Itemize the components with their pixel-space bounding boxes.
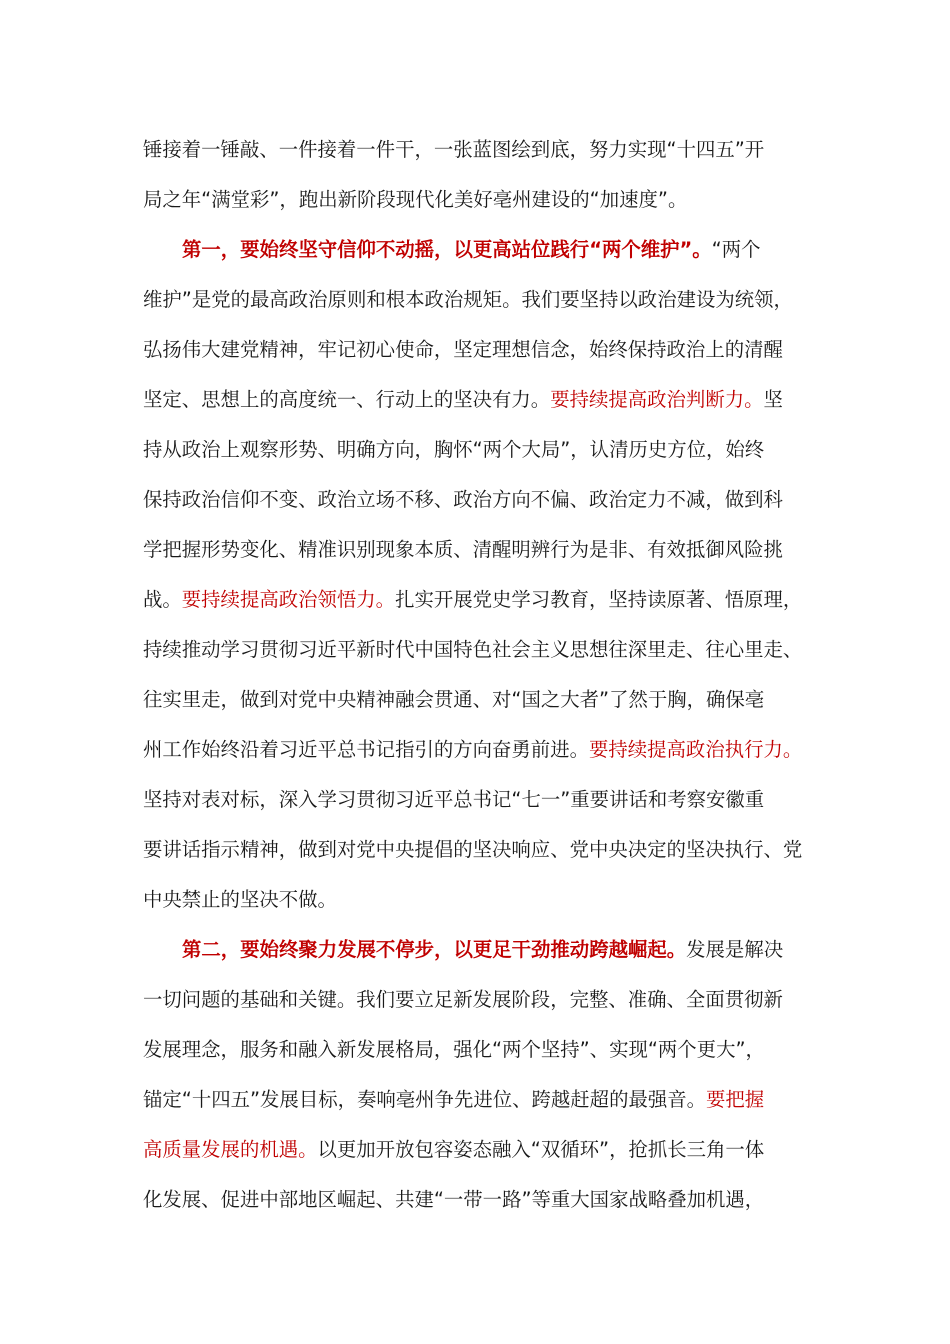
text-line (143, 1035, 823, 1065)
text-run: 坚 (763, 388, 783, 411)
text-line (143, 1185, 823, 1215)
text-line (143, 985, 823, 1015)
text-run: 持续推动学习贯彻习近平新时代中国特色社会主义思想往深里走、往心里走、 (143, 638, 803, 661)
text-line (143, 735, 823, 765)
text-line (143, 835, 823, 865)
text-run: 发展是解决 (686, 938, 784, 961)
text-run: 保持政治信仰不变、政治立场不移、政治方向不偏、政治定力不减，做到科 (143, 488, 783, 511)
text-run: 要讲话指示精神，做到对党中央提倡的坚决响应、党中央决定的坚决执行、党 (143, 838, 803, 861)
text-line (143, 1135, 823, 1165)
text-run: 一切问题的基础和关键。我们要立足新发展阶段，完整、准确、全面贯彻新 (143, 988, 783, 1011)
text-line (143, 585, 823, 615)
text-line (143, 285, 823, 315)
highlight-phrase: 要持续提高政治执行力。 (588, 738, 803, 761)
text-line (143, 335, 823, 365)
highlight-phrase: 高质量发展的机遇。 (143, 1138, 318, 1161)
text-run: 州工作始终沿着习近平总书记指引的方向奋勇前进。 (143, 738, 589, 761)
text-run: “两个 (711, 238, 761, 261)
text-run: 维护”是党的最高政治原则和根本政治规矩。我们要坚持以政治建设为统领， (143, 288, 793, 311)
text-run: 锚定“十四五”发展目标，奏响亳州争先进位、跨越赶超的最强音。 (143, 1088, 707, 1111)
text-run: 坚持对表对标，深入学习贯彻习近平总书记“七一”重要讲话和考察安徽重 (143, 788, 765, 811)
section-heading-first: 第一，要始终坚守信仰不动摇，以更高站位践行“两个维护”。 (182, 238, 712, 261)
text-run: 战。 (143, 588, 182, 611)
text-line (143, 485, 823, 515)
text-run: 化发展、促进中部地区崛起、共建“一带一路”等重大国家战略叠加机遇， (143, 1188, 765, 1211)
text-line (143, 135, 823, 165)
text-run: 持从政治上观察形势、明确方向，胸怀“两个大局”，认清历史方位，始终 (143, 438, 765, 461)
text-run: 弘扬伟大建党精神，牢记初心使命，坚定理想信念，始终保持政治上的清醒 (143, 338, 783, 361)
text-run: 往实里走，做到对党中央精神融会贯通、对“国之大者”了然于胸，确保亳 (143, 688, 765, 711)
text-line (143, 685, 823, 715)
text-run: 以更加开放包容姿态融入“双循环”，抢抓长三角一体 (317, 1138, 765, 1161)
highlight-phrase: 要把握 (706, 1088, 765, 1111)
text-run: 发展理念，服务和融入新发展格局，强化“两个坚持”、实现“两个更大”， (143, 1038, 765, 1061)
text-run: 中央禁止的坚决不做。 (143, 888, 337, 911)
text-run: 局之年“满堂彩”，跑出新阶段现代化美好亳州建设的“加速度”。 (143, 188, 688, 211)
text-line (143, 385, 823, 415)
text-run: 坚定、思想上的高度统一、行动上的坚决有力。 (143, 388, 551, 411)
text-line (143, 885, 823, 915)
text-run: 学把握形势变化、精准识别现象本质、清醒明辨行为是非、有效抵御风险挑 (143, 538, 783, 561)
highlight-phrase: 要持续提高政治判断力。 (550, 388, 764, 411)
highlight-phrase: 要持续提高政治领悟力。 (181, 588, 396, 611)
text-line (143, 635, 823, 665)
text-line (143, 185, 823, 215)
text-run: 锤接着一锤敲、一件接着一件干，一张蓝图绘到底，努力实现“十四五”开 (143, 138, 765, 161)
section-heading-line (182, 235, 823, 265)
text-line (143, 1085, 823, 1115)
text-run: 扎实开展党史学习教育，坚持读原著、悟原理， (395, 588, 803, 611)
text-line (143, 785, 823, 815)
section-heading-line (182, 935, 823, 965)
section-heading-second: 第二，要始终聚力发展不停步，以更足干劲推动跨越崛起。 (182, 938, 687, 961)
text-line (143, 535, 823, 565)
text-line (143, 435, 823, 465)
